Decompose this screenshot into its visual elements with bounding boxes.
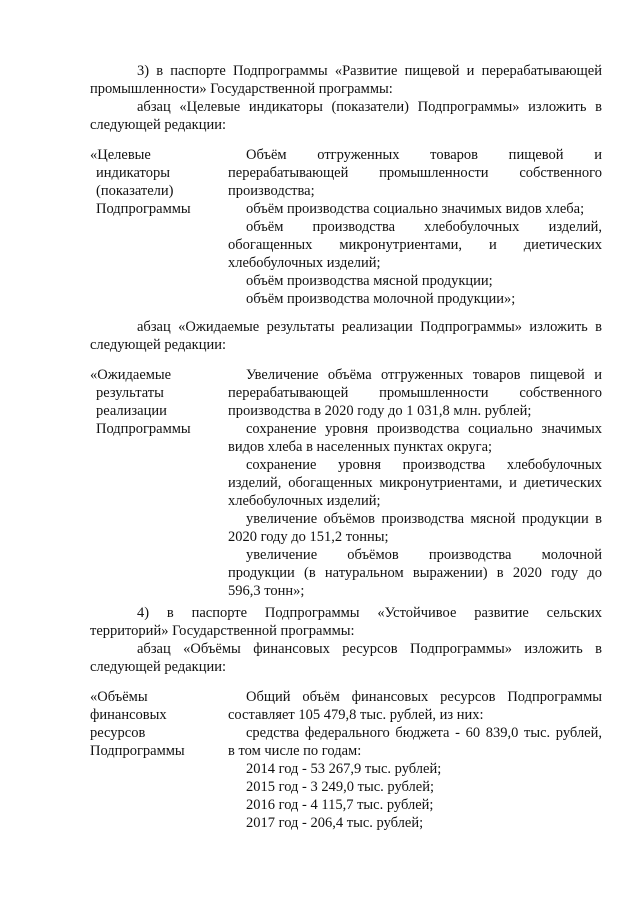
block-content [228, 146, 602, 308]
section-3-paragraph [90, 62, 602, 134]
label-line: Подпрограммы [96, 201, 191, 217]
content-line: Общий объём финансовых ресурсов Подпрограммы [246, 689, 602, 705]
text-line: следующей редакции: [90, 659, 227, 675]
content-line: объём производства молочной продукции»; [246, 291, 516, 307]
content-line: 2020 году до 151,2 тонны; [228, 529, 389, 545]
section-4-paragraph [90, 604, 602, 676]
content-line: 596,3 тонн»; [228, 583, 305, 599]
content-line: изделий, обогащенных микронутриентами, и диетических [228, 475, 602, 491]
content-line: продукции (в натуральном выражении) в 2020 году до [228, 565, 602, 581]
label-line: Подпрограммы [90, 743, 185, 759]
expected-results-paragraph [90, 318, 602, 354]
content-line: Объём отгруженных товаров пищевой и [246, 147, 602, 163]
label-line: «Ожидаемые [90, 367, 172, 383]
content-line: хлебобулочных изделий; [228, 493, 381, 509]
content-line: производства; [228, 183, 315, 199]
content-line: 2015 год - 3 249,0 тыс. рублей; [246, 779, 434, 795]
content-line: 2017 год - 206,4 тыс. рублей; [246, 815, 424, 831]
label-line: ресурсов [90, 725, 146, 741]
content-line: видов хлеба в населенных пунктах округа; [228, 439, 493, 455]
content-line: хлебобулочных изделий; [228, 255, 381, 271]
label-line: финансовых [90, 707, 167, 723]
content-line: средства федерального бюджета - 60 839,0 тыс. рублей, [246, 725, 602, 741]
content-line: сохранение уровня производства хлебобулочных [246, 457, 602, 473]
content-line: перерабатывающей промышленности собственного [228, 385, 602, 401]
text-line: абзац «Объёмы финансовых ресурсов Подпрограммы» изложить в [137, 641, 602, 657]
block-label [90, 688, 210, 760]
block-content [228, 688, 602, 832]
label-line: (показатели) [96, 183, 174, 199]
block-label [90, 366, 210, 438]
content-line: увеличение объёмов производства мясной продукции в [246, 511, 602, 527]
label-line: реализации [96, 403, 167, 419]
text-line: промышленности» Государственной программы: [90, 81, 393, 97]
content-line: 2016 год - 4 115,7 тыс. рублей; [246, 797, 434, 813]
text-line: следующей редакции: [90, 117, 227, 133]
content-line: объём производства хлебобулочных изделий, [246, 219, 602, 235]
label-line: «Целевые [90, 147, 151, 163]
block-label [90, 146, 210, 218]
text-line: 3) в паспорте Подпрограммы «Развитие пищевой и перерабатывающей [137, 63, 602, 79]
content-line: объём производства социально значимых видов хлеба; [246, 201, 585, 217]
content-line: перерабатывающей промышленности собственного [228, 165, 602, 181]
text-line: 4) в паспорте Подпрограммы «Устойчивое развитие сельских [137, 605, 602, 621]
label-line: «Объёмы [90, 689, 148, 705]
text-line: абзац «Целевые индикаторы (показатели) Подпрограммы» изложить в [137, 99, 602, 115]
content-line: 2014 год - 53 267,9 тыс. рублей; [246, 761, 442, 777]
content-line: обогащенных микронутриентами, и диетических [228, 237, 602, 253]
content-line: объём производства мясной продукции; [246, 273, 493, 289]
label-line: индикаторы [96, 165, 170, 181]
content-line: сохранение уровня производства социально значимых [246, 421, 602, 437]
text-line: следующей редакции: [90, 337, 227, 353]
content-line: составляет 105 479,8 тыс. рублей, из них: [228, 707, 484, 723]
content-line: производства в 2020 году до 1 031,8 млн. рублей; [228, 403, 532, 419]
label-line: Подпрограммы [96, 421, 191, 437]
text-line: территорий» Государственной программы: [90, 623, 355, 639]
block-content [228, 366, 602, 600]
label-line: результаты [96, 385, 164, 401]
text-line: абзац «Ожидаемые результаты реализации Подпрограммы» изложить в [137, 319, 602, 335]
content-line: в том числе по годам: [228, 743, 362, 759]
content-line: увеличение объёмов производства молочной [246, 547, 602, 563]
content-line: Увеличение объёма отгруженных товаров пищевой и [246, 367, 602, 383]
